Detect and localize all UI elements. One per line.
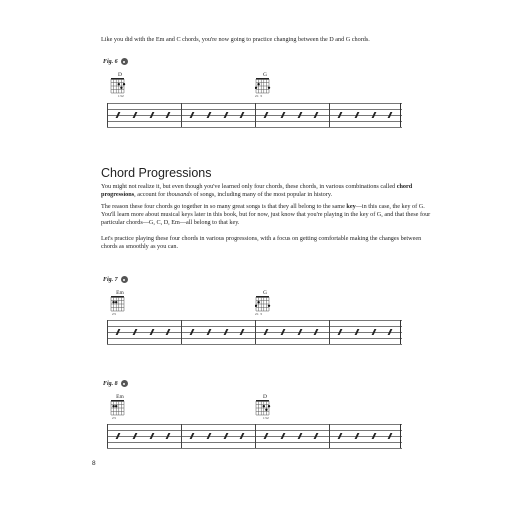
chord-grid [110,78,130,94]
chord-grid [255,400,275,416]
chord-grid [255,78,275,94]
chord-grid [110,400,130,416]
chord-name: Em [116,290,124,296]
chord-name: G [263,72,267,78]
paragraph-3: Let's practice playing these four chords in various progressions, with a focus on getting comfortable making the changes between chords as smoothly as you can. [101,235,422,250]
figure-number: Fig. 6 [103,58,118,65]
paragraph-2 [101,203,431,227]
chord-name: G [263,290,267,296]
chord-diagram [255,72,275,98]
audio-track-icon [121,276,128,283]
chord-fingering: 132 [118,94,124,98]
text-run: —in this case, the key of G. You'll learn more about musical keys later in this book, but for now, just know that you're playing in the key of G, and that these four particular chords—G, C, D, Em—all belong to that key. [101,203,431,226]
figure-label [103,58,128,65]
chord-fingering: 21 3 [255,94,263,98]
chord-fingering: 21 3 [255,312,263,316]
chord-name: D [263,394,267,400]
figure-label [103,380,128,387]
chord-fingering: 23 [112,312,116,316]
audio-track-icon [121,380,128,387]
chord-name: Em [116,394,124,400]
chord-grid [255,296,275,312]
figure-number: Fig. 8 [103,380,118,387]
bold-term: chord progressions [101,183,413,198]
figure-label [103,276,128,283]
intro-paragraph: Like you did with the Em and C chords, you're now going to practice changing between the D and G chords. [101,36,370,44]
rhythm-staff [107,320,402,344]
chord-diagram [110,290,130,316]
text-run: The reason these four chords go together in so many great songs is that they all belong to the same [101,203,347,210]
text-run: , account for [134,191,167,198]
paragraph-1 [101,183,431,199]
chord-diagram [110,72,130,98]
rhythm-staff [107,424,402,448]
figure-number: Fig. 7 [103,276,118,283]
italic-term: thousands [166,191,192,198]
text-run: You might not realize it, but even though you've learned only four chords, these chords, in various combinations called [101,183,397,190]
chord-diagram [255,394,275,420]
chord-grid [110,296,130,312]
chord-name: D [118,72,122,78]
chord-diagram [255,290,275,316]
chord-diagram [110,394,130,420]
section-heading: Chord Progressions [101,166,212,180]
rhythm-staff [107,103,402,127]
page-number: 8 [92,460,96,467]
text-run: of songs, including many of the most popular in history. [191,191,333,198]
chord-fingering: 23 [112,416,116,420]
bold-term: key [346,203,356,210]
audio-track-icon [121,58,128,65]
chord-fingering: 132 [263,416,269,420]
